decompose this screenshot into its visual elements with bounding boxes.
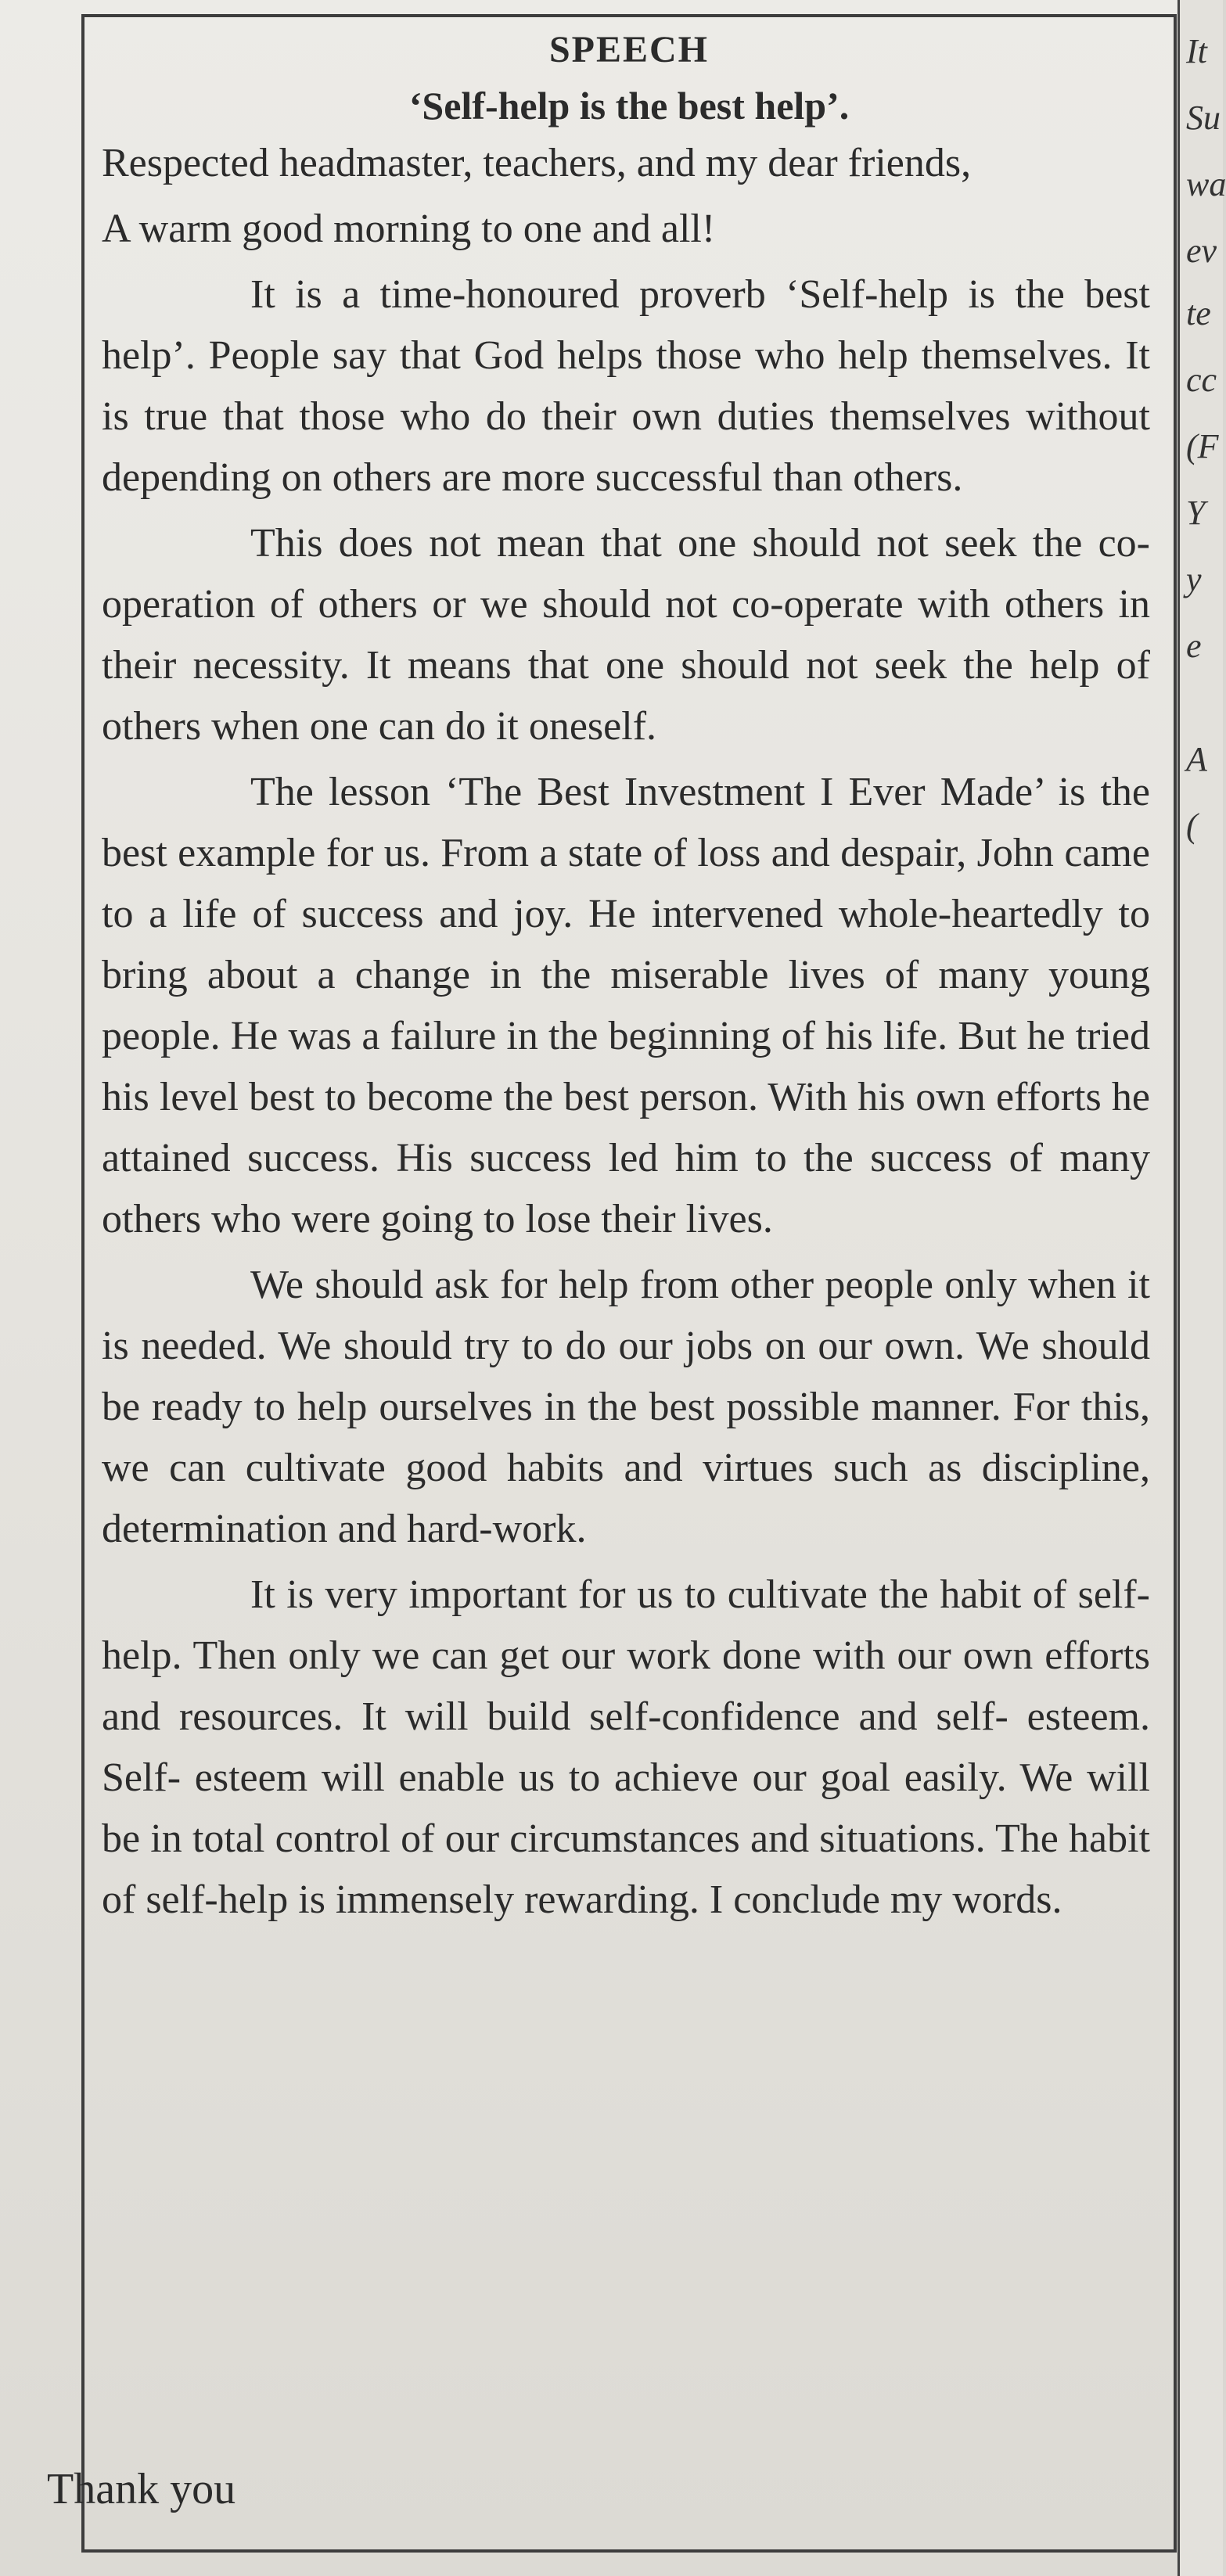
margin-fragment: It [1186,32,1207,70]
greeting: A warm good morning to one and all! [102,207,716,251]
subheading: ‘Self-help is the best help’. [408,84,850,128]
paragraph-3: The lesson ‘The Best Investment I Ever Made’ is the best example for us. From a state of loss and despair, John came to a life of success and joy. He intervened whole-heartedly to bring about a change in the miserable lives of many young people. He was a failure in the beginning of his life. But he tried his level best to become the best person. With his own efforts he attained success. His success led him to the success of many others who were going to lose their lives. [102,770,1150,1241]
paragraph-1: It is a time-honoured proverb ‘Self-help is the best help’. People say that God helps those who help themselves. It is true that those who do their own duties themselves without depending on others are more successful than others. [102,272,1150,500]
salutation: Respected headmaster, teachers, and my dear friends, [102,141,972,185]
paragraph-5: It is very important for us to cultivate the habit of self-help. Then only we can get our work done with our own efforts and resources. It will build self-confidence and self- esteem. Self- esteem will enable us to achieve our goal easily. We will be in total control of our circumstances and situations. The habit of self-help is immensely rewarding. I conclude my words. [102,1572,1150,1922]
margin-fragment: A [1186,740,1207,778]
adjacent-column-fragment [1177,0,1226,2576]
margin-fragment: y [1186,560,1202,598]
margin-fragment: wa [1186,165,1226,203]
margin-fragment: Y [1186,494,1206,532]
margin-fragment: e [1186,627,1202,665]
margin-fragment: ev [1186,232,1217,270]
margin-fragment: te [1186,294,1211,332]
paragraph-4: We should ask for help from other people only when it is needed. We should try to do our jobs on our own. We should be ready to help ourselves in the best possible manner. For this, we can cultivate good habits and virtues such as discipline, determination and hard-work. [102,1263,1150,1551]
heading: SPEECH [548,29,710,70]
margin-fragment: Su [1186,99,1221,137]
margin-fragment: ( [1186,807,1198,845]
margin-fragment: cc [1186,361,1217,399]
paragraph-2: This does not mean that one should not seek the co-operation of others or we should not co-operate with others in their necessity. It means that one should not seek the help of others when one can do it oneself. [102,521,1150,749]
margin-fragment: (F [1186,427,1219,465]
speech-body [102,133,1150,1935]
closing: Thank you [47,2465,236,2513]
